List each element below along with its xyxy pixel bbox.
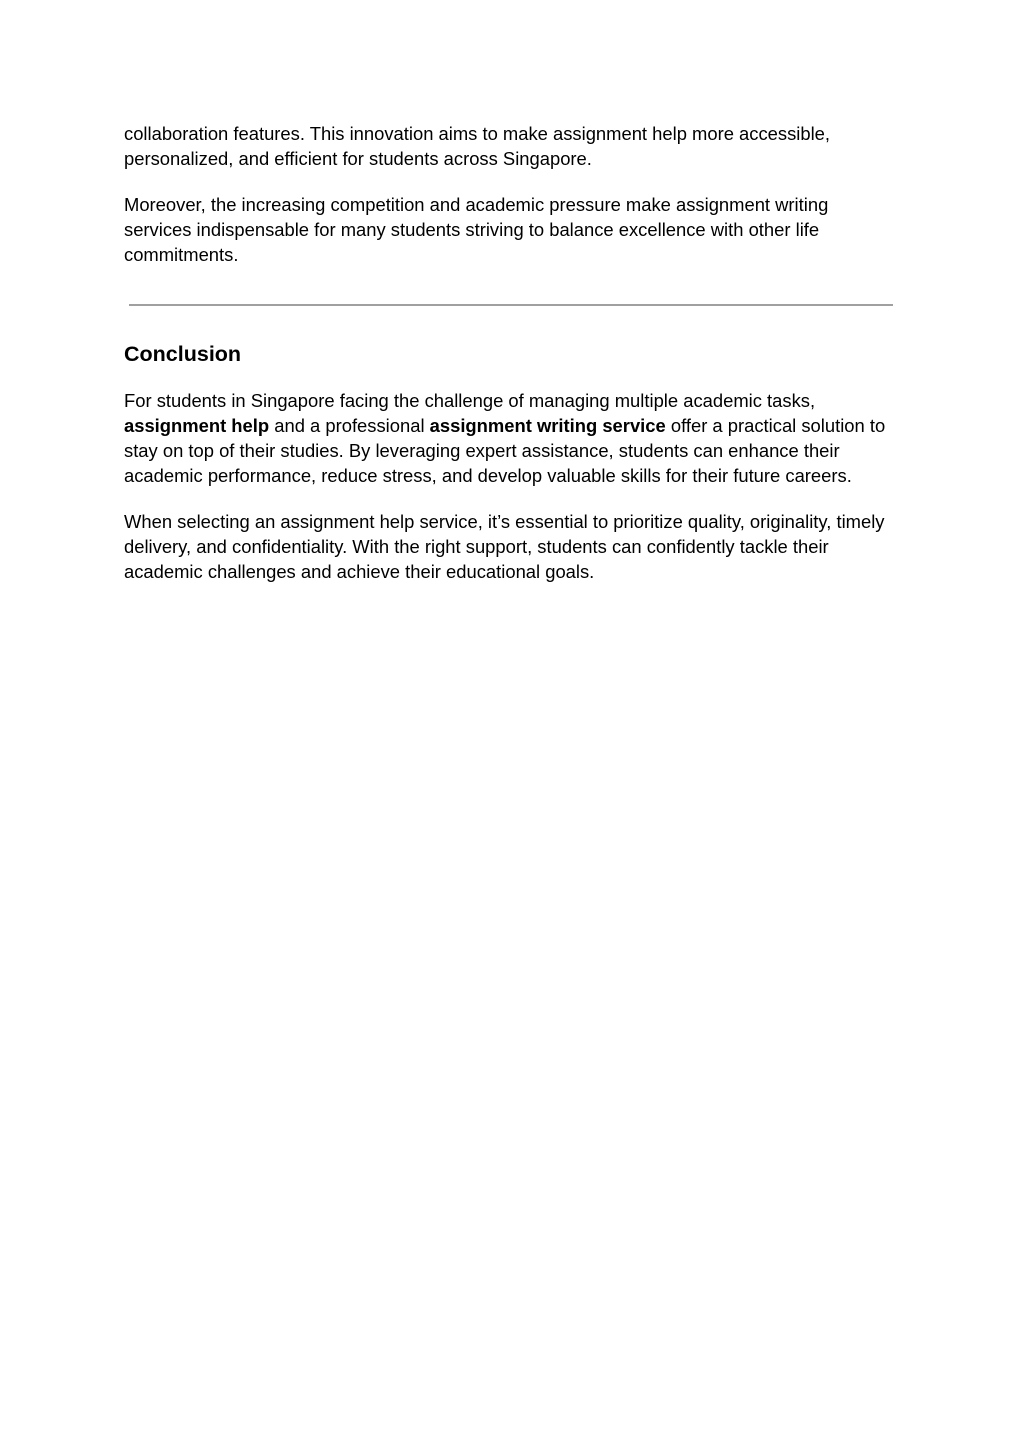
conclusion-heading: Conclusion (124, 342, 242, 366)
document-page (124, 121, 899, 584)
conclusion-p1-text-3: offer a practical solution to stay on top of their studies. By leveraging expert assistance, students can enhance their academic performance, reduce stress, and develop valuable skills for their future careers. (124, 415, 886, 486)
conclusion-paragraph-2: When selecting an assignment help service, it’s essential to prioritize quality, originality, timely delivery, and confidentiality. With the right support, students can confidently tackle their academic challenges and achieve their educational goals. (124, 511, 885, 582)
conclusion-p1-text-2: and a professional (269, 415, 430, 436)
intro-paragraph-1: collaboration features. This innovation aims to make assignment help more accessible, personalized, and efficient for students across Singapore. (124, 123, 831, 169)
intro-paragraph-2: Moreover, the increasing competition and academic pressure make assignment writing services indispensable for many students striving to balance excellence with other life commitments. (124, 194, 829, 265)
conclusion-p1-text-1: For students in Singapore facing the challenge of managing multiple academic tasks, (124, 390, 816, 411)
bold-assignment-writing-service: assignment writing service (429, 415, 666, 436)
horizontal-divider (129, 304, 893, 306)
bold-assignment-help: assignment help (124, 415, 270, 436)
conclusion-paragraph-1 (124, 388, 899, 488)
